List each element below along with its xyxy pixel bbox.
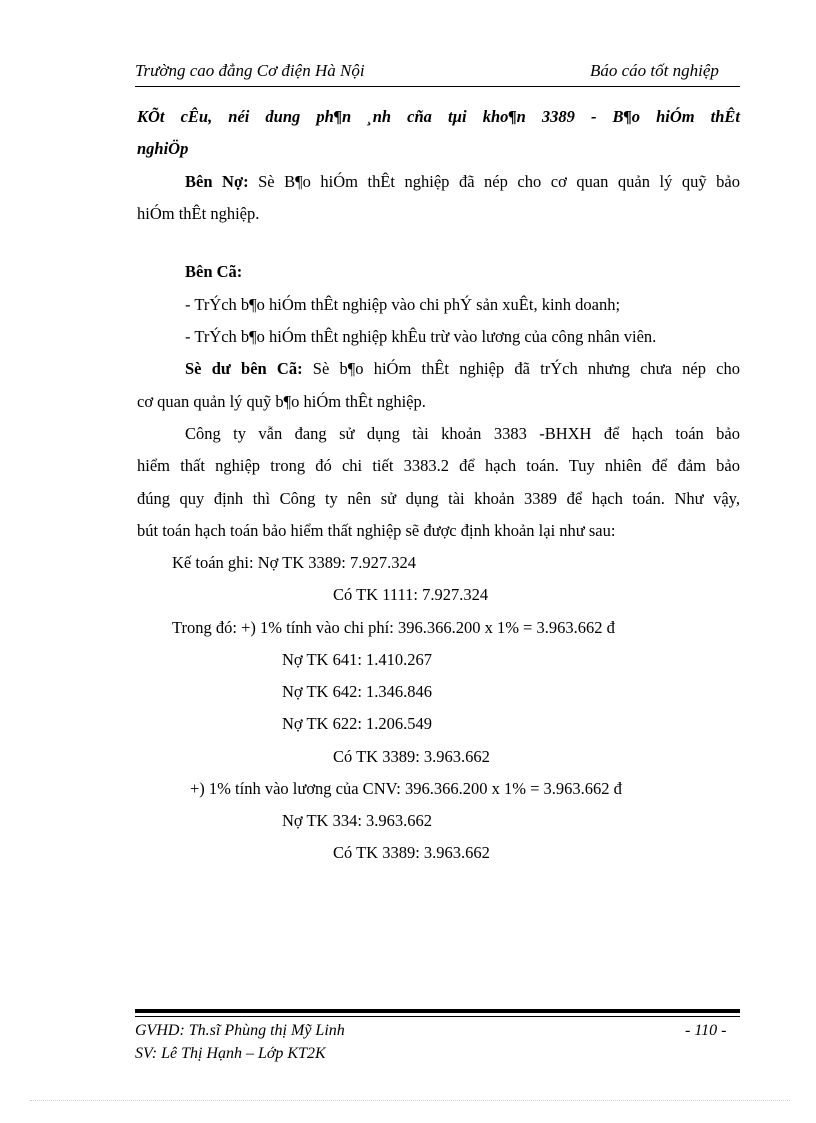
- company-line-1: Công ty vẫn đang sử dụng tài khoản 3383 -BHXH để hạch toán bảo: [185, 424, 740, 443]
- footer-rule-thick: [135, 1009, 740, 1013]
- company-line-3: đúng quy định thì Công ty nên sử dụng tài khoản 3389 để hạch toán. Như vậy,: [137, 489, 740, 508]
- page-bottom-edge: [30, 1100, 790, 1101]
- entry-trong-do: Trong đó: +) 1% tính vào chi phí: 396.366.200 x 1% = 3.963.662 đ: [172, 618, 615, 637]
- entry-kt-ghi: Kế toán ghi: Nợ TK 3389: 7.927.324: [172, 553, 416, 572]
- so-du-label: Sè dư bên Cã:: [185, 359, 303, 378]
- ben-no-paragraph: [185, 172, 740, 192]
- ben-co-item-1: - TrÝch b¶o hiÓm thÊt nghiệp vào chi phÝ sản xuÊt, kinh doanh;: [185, 295, 621, 314]
- company-line-2: hiểm thất nghiệp trong đó chi tiết 3383.2 để hạch toán. Tuy nhiên để đảm bảo: [137, 456, 740, 475]
- footer-rule-thin: [135, 1016, 740, 1017]
- footer-page-number: - 110 -: [685, 1022, 727, 1039]
- ben-no-line2: hiÓm thÊt nghiệp.: [137, 204, 260, 223]
- ben-no-text: Sè B¶o hiÓm thÊt nghiệp đã nép cho cơ quan quản lý quỹ bảo: [248, 172, 740, 191]
- entry-no-622: Nợ TK 622: 1.206.549: [282, 714, 433, 733]
- entry-co-3389-a: Có TK 3389: 3.963.662: [333, 747, 490, 766]
- ben-co-label: Bên Cã:: [185, 262, 243, 281]
- entry-co-1111: Có TK 1111: 7.927.324: [333, 585, 489, 604]
- footer-supervisor: GVHD: Th.sĩ Phùng thị Mỹ Linh: [135, 1022, 345, 1039]
- header-report-title: Báo cáo tốt nghiệp: [590, 61, 719, 80]
- footer-student: SV: Lê Thị Hạnh – Lớp KT2K: [135, 1045, 326, 1062]
- entry-co-3389-b: Có TK 3389: 3.963.662: [333, 843, 490, 862]
- so-du-line2: cơ quan quản lý quỹ b¶o hiÓm thÊt nghiệp.: [137, 392, 426, 411]
- header-school-name: Trường cao đẳng Cơ điện Hà Nội: [135, 61, 365, 80]
- header-rule: [135, 86, 740, 87]
- so-du-text: Sè b¶o hiÓm thÊt nghiệp đã trÝch nhưng chưa nép cho: [302, 359, 740, 378]
- so-du-paragraph: [185, 359, 740, 379]
- section-title-line2: nghiÖp: [137, 139, 189, 158]
- company-line-4: bút toán hạch toán bảo hiểm thất nghiệp sẽ được định khoản lại như sau:: [137, 521, 616, 540]
- entry-luong-cnv: +) 1% tính vào lương của CNV: 396.366.200 x 1% = 3.963.662 đ: [190, 779, 622, 798]
- section-title-line1: KÕt cÊu, néi dung ph¶n ¸nh cña tµi kho¶n 3389 - B¶o hiÓm thÊt: [137, 107, 740, 126]
- entry-no-334: Nợ TK 334: 3.963.662: [282, 811, 433, 830]
- ben-co-item-2: - TrÝch b¶o hiÓm thÊt nghiệp khÊu trừ vào lương của công nhân viên.: [185, 327, 657, 346]
- entry-no-641: Nợ TK 641: 1.410.267: [282, 650, 433, 669]
- entry-no-642: Nợ TK 642: 1.346.846: [282, 682, 433, 701]
- ben-no-label: Bên Nợ:: [185, 172, 249, 191]
